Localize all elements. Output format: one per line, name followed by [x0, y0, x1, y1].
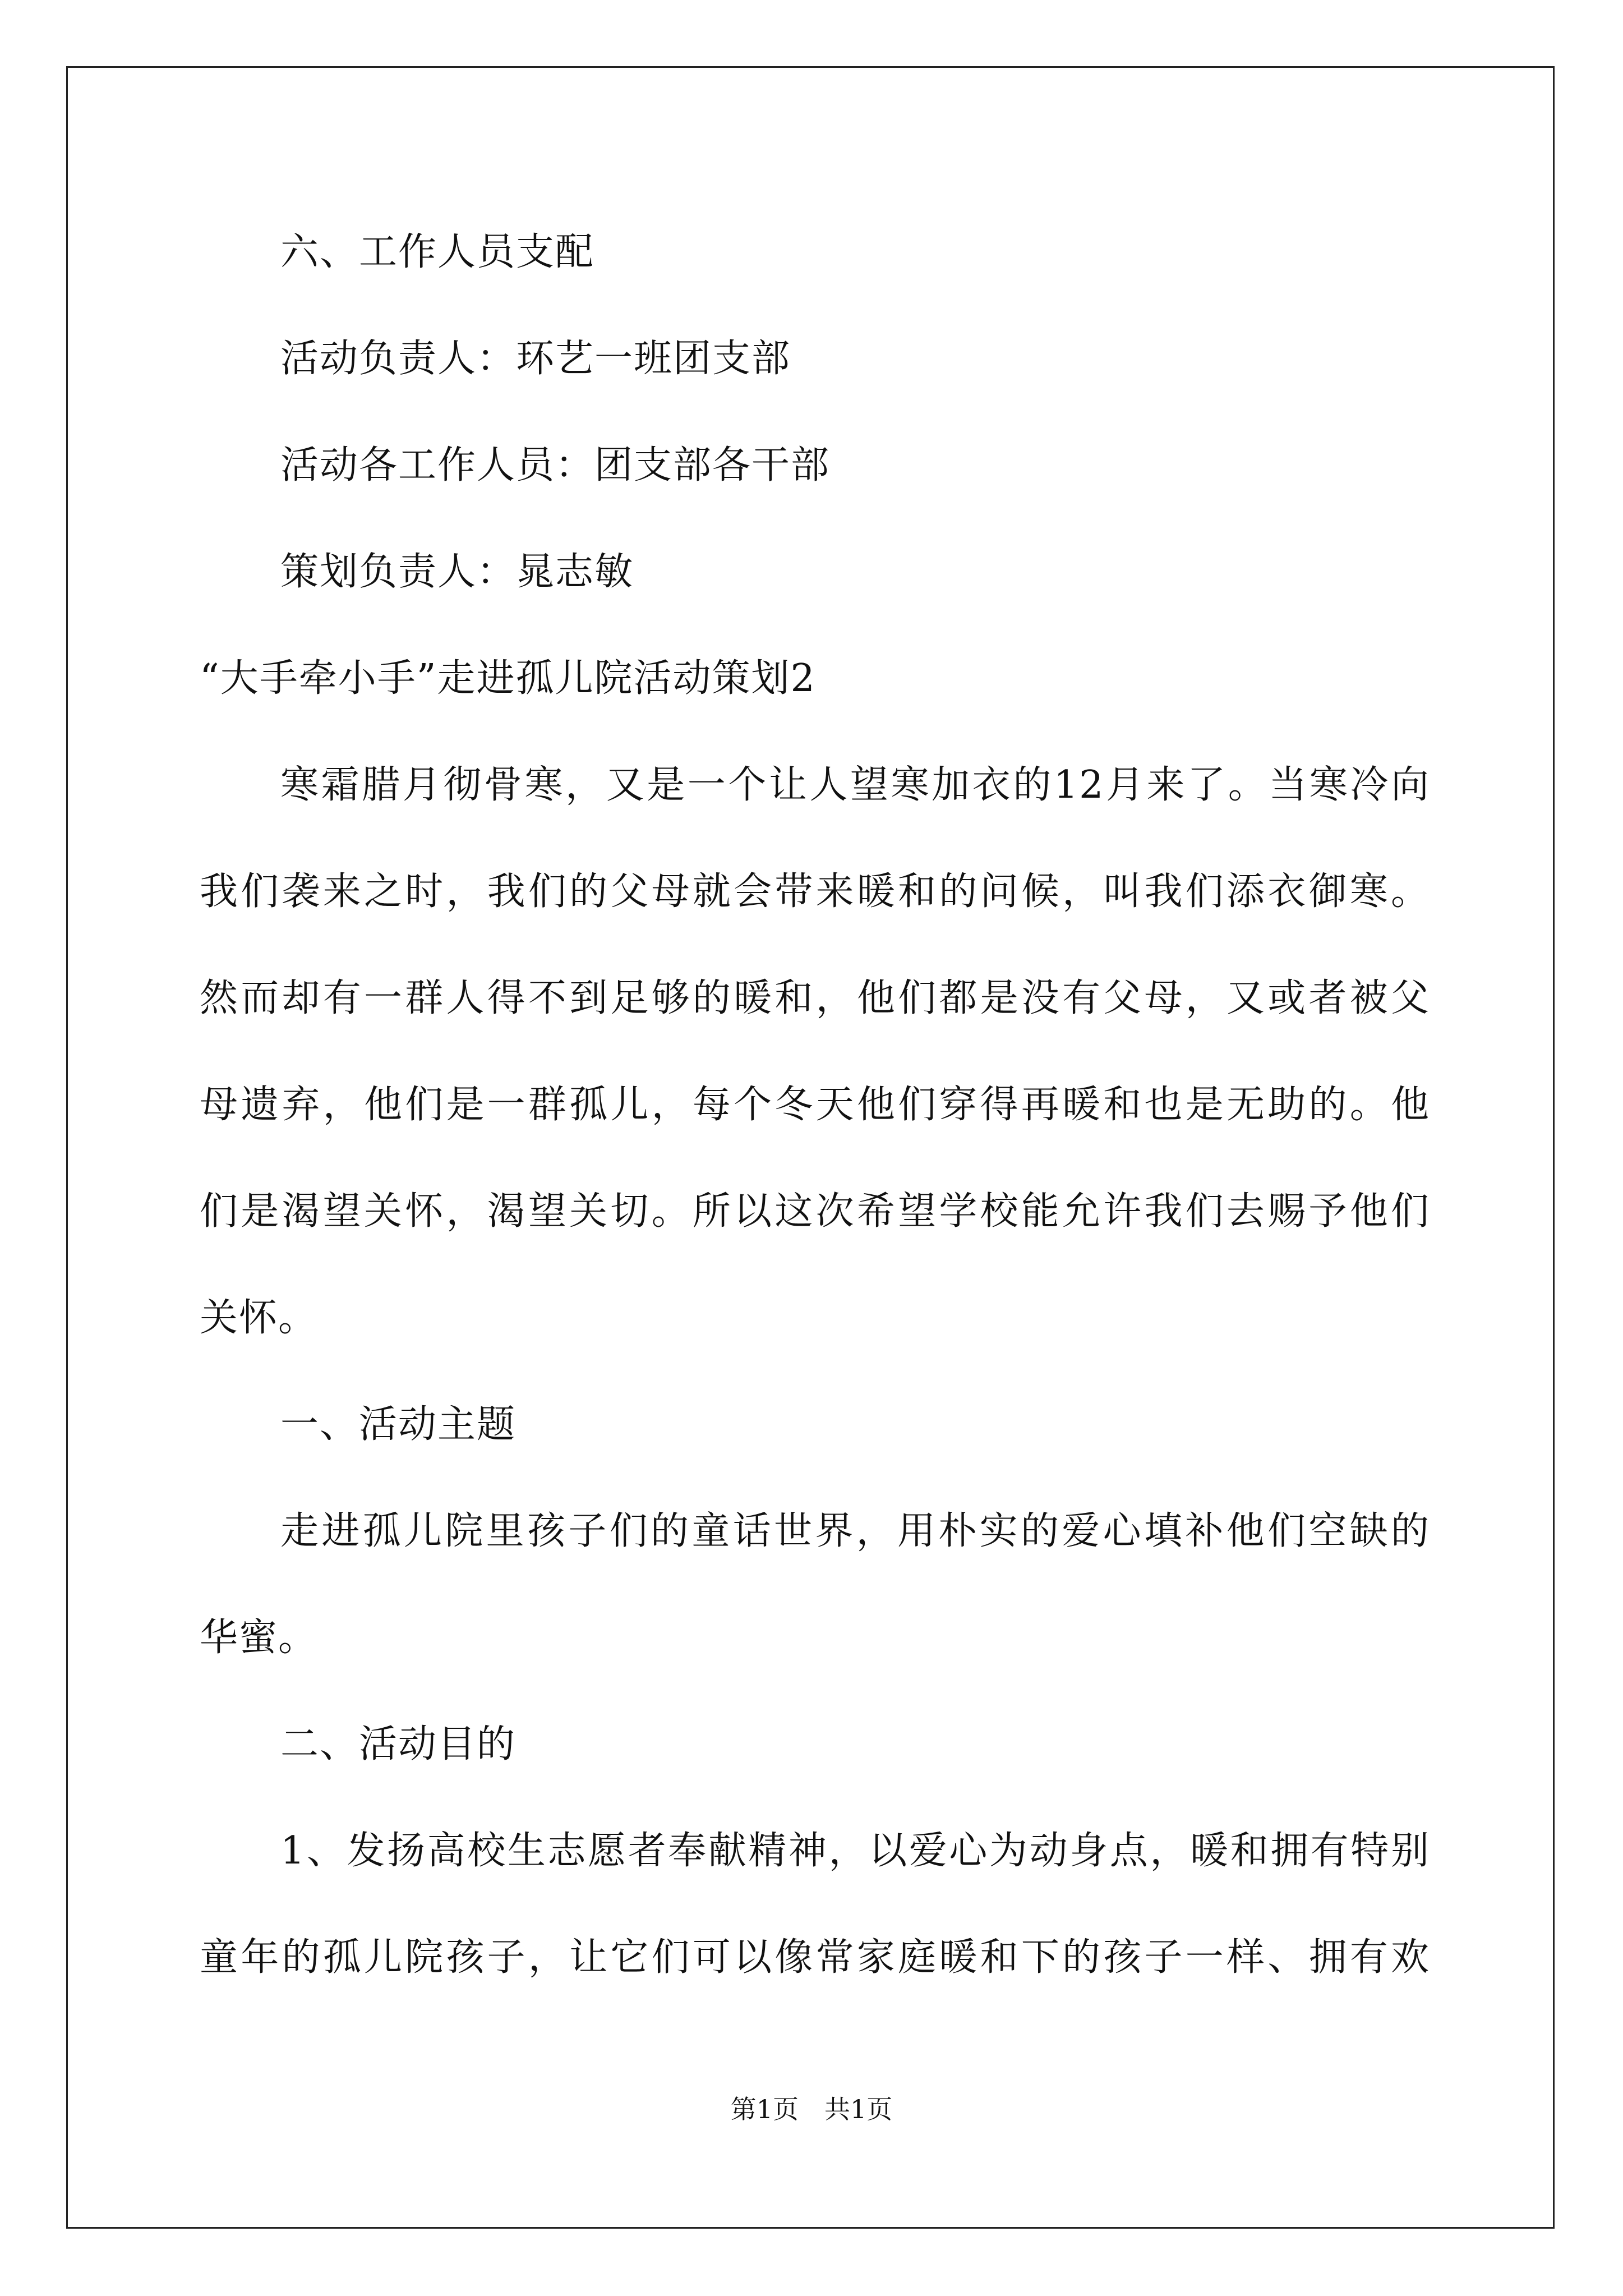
- paragraph-line: 我们袭来之时，我们的父母就会带来暖和的问候，叫我们添衣御寒。: [200, 869, 1430, 914]
- page-footer: [0, 2093, 1623, 2125]
- paragraph-line: 然而却有一群人得不到足够的暖和，他们都是没有父母，又或者被父: [200, 976, 1430, 1020]
- text-line: 策划负责人：晁志敏: [280, 550, 634, 594]
- section-heading-theme: 一、活动主题: [280, 1402, 517, 1447]
- section-heading-staff: 六、工作人员支配: [280, 230, 595, 274]
- section-heading-purpose: 二、活动目的: [280, 1722, 517, 1766]
- text-line: 活动负责人：环艺一班团支部: [280, 337, 791, 381]
- paragraph-line: 1、发扬高校生志愿者奉献精神，以爱心为动身点，暖和拥有特别: [280, 1829, 1430, 1873]
- text-line: 活动各工作人员：团支部各干部: [280, 443, 831, 487]
- document-title: “大手牵小手”走进孤儿院活动策划2: [200, 656, 816, 701]
- page-border: [66, 66, 1555, 2229]
- paragraph-line: 母遗弃，他们是一群孤儿，每个冬天他们穿得再暖和也是无助的。他: [200, 1083, 1430, 1127]
- page-total: 共1页: [824, 2094, 893, 2124]
- page-number: 第1页: [730, 2094, 799, 2124]
- paragraph-line: 寒霜腊月彻骨寒，又是一个让人望寒加衣的12月来了。当寒冷向: [280, 763, 1430, 807]
- paragraph-line: 华蜜。: [200, 1616, 318, 1660]
- paragraph-line: 童年的孤儿院孩子，让它们可以像常家庭暖和下的孩子一样、拥有欢: [200, 1935, 1430, 1980]
- paragraph-line: 们是渴望关怀，渴望关切。所以这次希望学校能允许我们去赐予他们: [200, 1189, 1430, 1234]
- paragraph-line: 走进孤儿院里孩子们的童话世界，用朴实的爱心填补他们空缺的: [280, 1509, 1430, 1553]
- paragraph-line: 关怀。: [200, 1296, 318, 1340]
